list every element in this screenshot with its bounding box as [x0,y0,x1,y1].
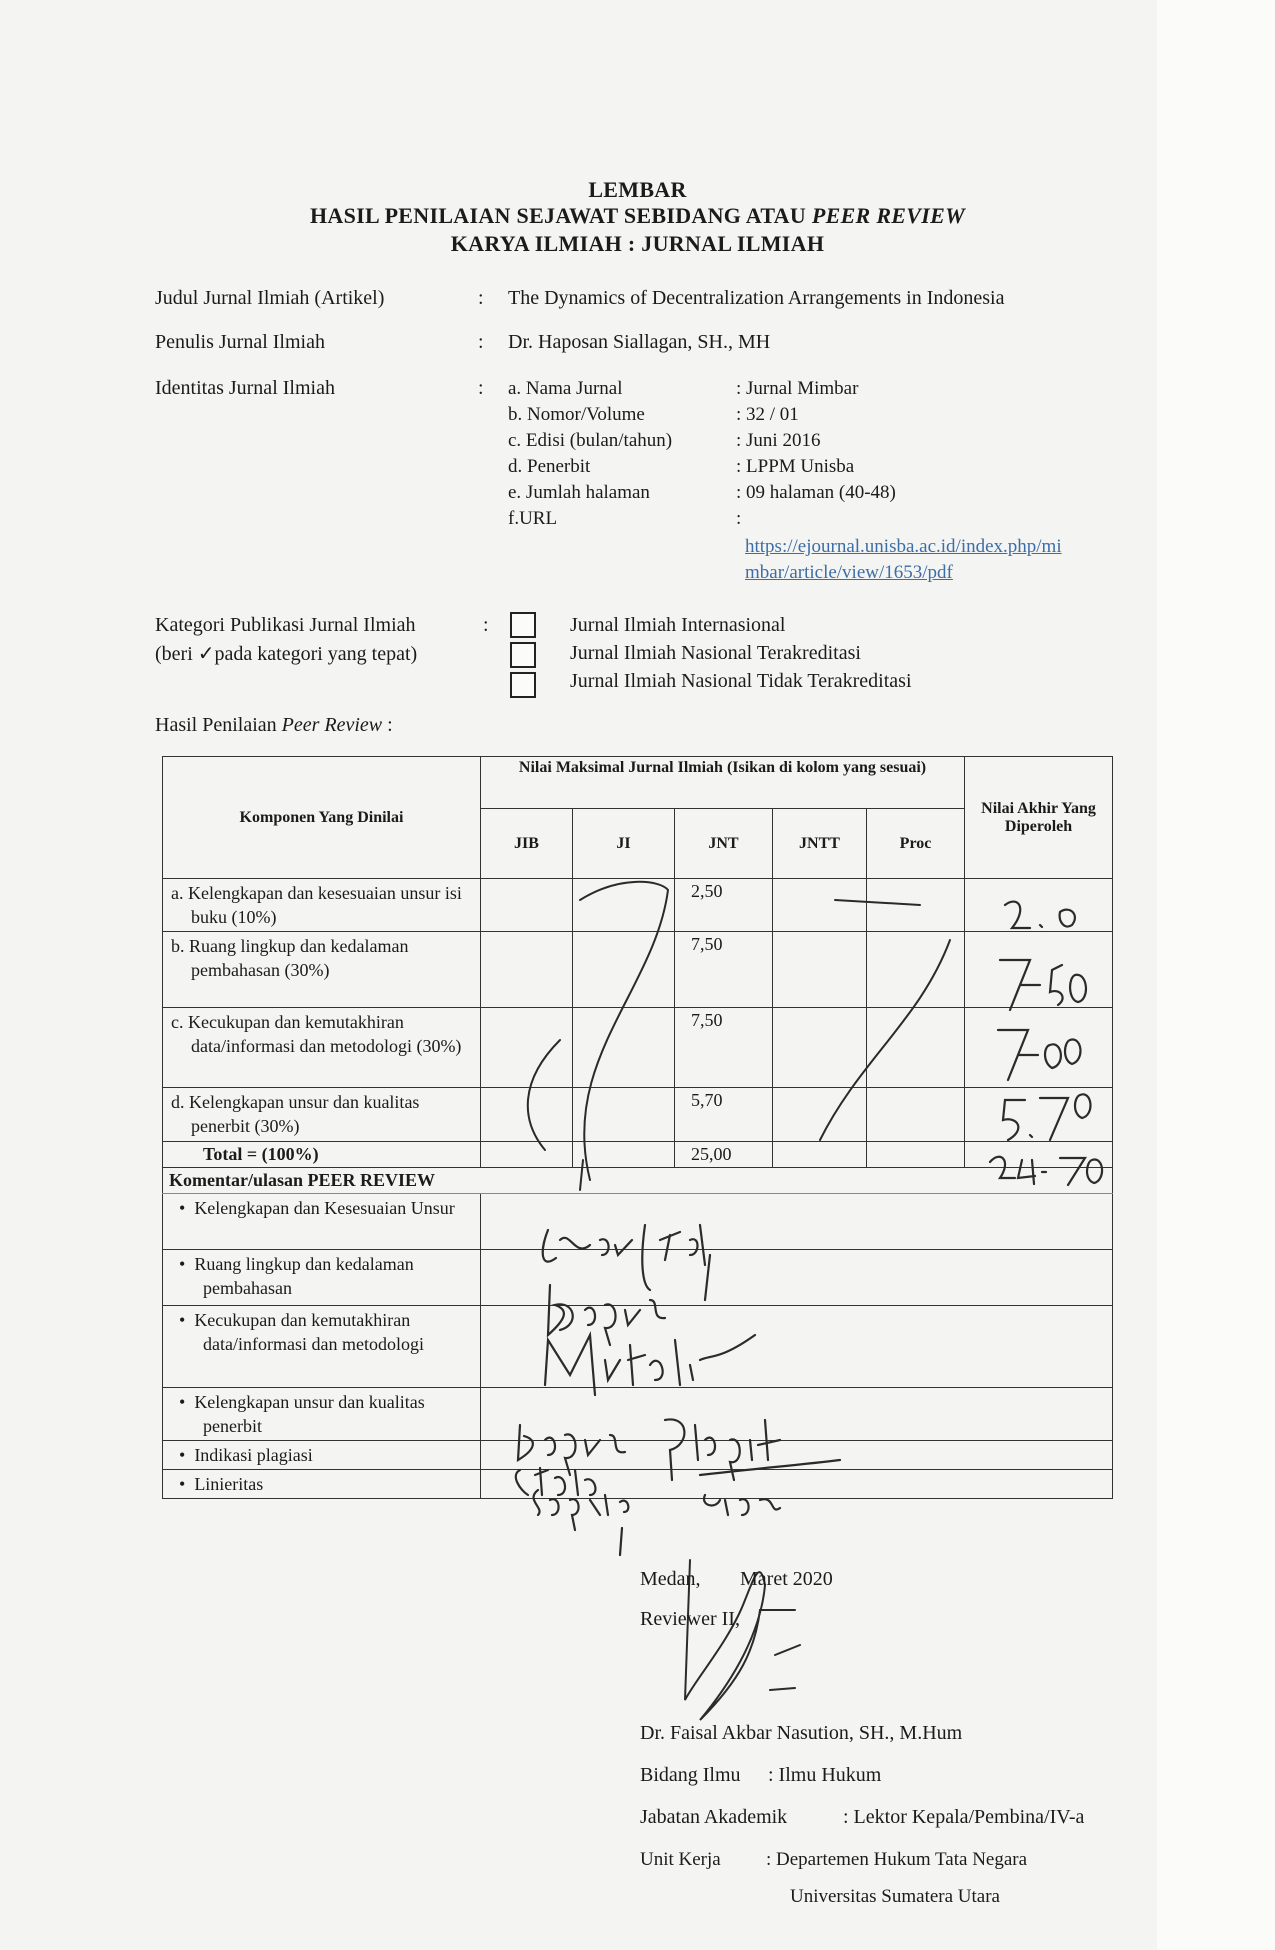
penulis-label: Penulis Jurnal Ilmiah [155,331,325,353]
jntt-cell [773,879,867,932]
komentar-item-text: Kelengkapan unsur dan kualitas penerbit [194,1392,425,1436]
jntt-cell [773,932,867,1008]
komentar-header: Komentar/ulasan PEER REVIEW [163,1168,1113,1194]
proc-cell [867,1142,965,1168]
jnt-cell: 7,50 [675,932,773,1008]
table-row [163,879,1113,932]
komentar-item: • Linieritas [163,1470,481,1499]
col-ji: JI [573,809,675,879]
komentar-item-text: Kecukupan dan kemutakhiran data/informasi dan metodologi [194,1310,424,1354]
col-proc: Proc [867,809,965,879]
jnt-cell: 5,70 [675,1088,773,1142]
komentar-item-text: Ruang lingkup dan kedalaman pembahasan [194,1254,414,1298]
komentar-item-text: Kelengkapan dan Kesesuaian Unsur [194,1198,455,1218]
reviewer-name: Dr. Faisal Akbar Nasution, SH., M.Hum [640,1722,963,1744]
identitas-item-value: : 32 / 01 [736,404,799,425]
komponen-header: Komponen Yang Dinilai [163,757,481,879]
kategori-hint: (beri ✓pada kategori yang tepat) [155,643,418,665]
ji-cell [573,1088,675,1142]
unit-label: Unit Kerja [640,1849,721,1870]
header-peer-review: PEER REVIEW [811,203,965,228]
col-jntt: JNTT [773,809,867,879]
total-row [163,1142,1113,1168]
akhir-cell [965,1088,1113,1142]
komentar-item: • Kecukupan dan kemutakhiran data/informasi dan metodologi [163,1306,481,1388]
table-row [163,1008,1113,1088]
akhir-cell [965,1142,1113,1168]
page-edge [1157,0,1275,1950]
table-row [163,932,1113,1008]
unit-value: : Departemen Hukum Tata Negara [766,1849,1028,1870]
nilai-maksimal-header: Nilai Maksimal Jurnal Ilmiah (Isikan di kolom yang sesuai) [481,757,965,809]
url-link-line-1[interactable]: https://ejournal.unisba.ac.id/index.php/mi [745,536,1062,557]
komentar-row [163,1306,1113,1388]
col-jnt: JNT [675,809,773,879]
komponen-cell: c. Kecukupan dan kemutakhiran data/informasi dan metodologi (30%) [163,1008,481,1088]
ji-cell [573,879,675,932]
signature-role: Reviewer II, [640,1608,740,1630]
header-line-2 [0,203,1275,229]
kategori-option: Jurnal Ilmiah Internasional [570,614,786,636]
hasil-label-text: Hasil Penilaian [155,714,282,736]
komentar-row [163,1441,1113,1470]
identitas-item-value: : [736,508,742,529]
komentar-item: • Indikasi plagiasi [163,1441,481,1470]
komponen-cell: d. Kelengkapan unsur dan kualitas penerbit (30%) [163,1088,481,1142]
proc-cell [867,879,965,932]
hasil-label-peer: Peer Review [281,714,383,736]
jabatan-value: : Lektor Kepala/Pembina/IV-a [843,1806,1085,1828]
komentar-note-cell [481,1306,1113,1388]
col-jib: JIB [481,809,573,879]
identitas-item-label: e. Jumlah halaman [508,482,650,503]
ji-cell [573,1008,675,1088]
akhir-cell [965,1008,1113,1088]
komponen-cell: a. Kelengkapan dan kesesuaian unsur isi buku (10%) [163,879,481,932]
header-line-1: LEMBAR [588,177,687,202]
hasil-label-colon: : [382,714,393,736]
total-jnt: 25,00 [675,1142,773,1168]
kategori-colon: : [483,614,489,636]
jib-cell [481,932,573,1008]
jib-cell [481,879,573,932]
jib-cell [481,1088,573,1142]
komentar-sangat-ink [533,1490,780,1555]
proc-cell [867,1008,965,1088]
header-line-3: KARYA ILMIAH : JURNAL ILMIAH [450,231,825,256]
akhir-cell [965,879,1113,932]
identitas-item-label: a. Nama Jurnal [508,378,623,399]
nilai-akhir-header: Nilai Akhir Yang Diperoleh [965,757,1113,879]
komentar-row [163,1470,1113,1499]
identitas-item-value: : Jurnal Mimbar [736,378,859,399]
komponen-cell: b. Ruang lingkup dan kedalaman pembahasan (30%) [163,932,481,1008]
jntt-cell [773,1088,867,1142]
jntt-cell [773,1008,867,1088]
checkbox-internasional[interactable] [510,612,536,638]
bidang-label: Bidang Ilmu [640,1764,741,1786]
penilaian-table [162,756,1113,1499]
kategori-option: Jurnal Ilmiah Nasional Tidak Terakreditasi [570,670,912,692]
unit-value-2: Universitas Sumatera Utara [790,1886,1000,1907]
identitas-item-label: c. Edisi (bulan/tahun) [508,430,673,451]
komentar-item: • Kelengkapan dan Kesesuaian Unsur [163,1194,481,1250]
jnt-cell: 2,50 [675,879,773,932]
identitas-colon: : [478,377,484,399]
komentar-item: • Ruang lingkup dan kedalaman pembahasan [163,1250,481,1306]
jnt-cell: 7,50 [675,1008,773,1088]
identitas-item-value: : 09 halaman (40-48) [736,482,896,503]
komentar-note-cell [481,1470,1113,1499]
jabatan-label: Jabatan Akademik [640,1806,788,1828]
checkbox-nasional-tidak-terakreditasi[interactable] [510,672,536,698]
jib-cell [481,1008,573,1088]
jntt-cell [773,1142,867,1168]
proc-cell [867,1088,965,1142]
bidang-value: : Ilmu Hukum [768,1764,882,1786]
jib-cell [481,1142,573,1168]
table-row [163,1088,1113,1142]
identitas-item-label: d. Penerbit [508,456,591,477]
ji-cell [573,1142,675,1168]
identitas-item-label: f.URL [508,508,558,529]
checkbox-nasional-terakreditasi[interactable] [510,642,536,668]
komentar-row [163,1250,1113,1306]
identitas-item-label: b. Nomor/Volume [508,404,645,425]
komentar-row [163,1194,1113,1250]
url-link-line-2[interactable]: mbar/article/view/1653/pdf [745,562,953,583]
komentar-item-text: Linieritas [194,1474,264,1494]
signature-place: Medan, [640,1568,701,1590]
akhir-cell [965,932,1113,1008]
komentar-note-cell [481,1441,1113,1470]
header-line-2-text: HASIL PENILAIAN SEJAWAT SEBIDANG ATAU [310,203,812,228]
kategori-label: Kategori Publikasi Jurnal Ilmiah [155,614,416,636]
penulis-colon: : [478,331,484,353]
judul-value: The Dynamics of Decentralization Arrangements in Indonesia [508,287,1005,309]
komentar-note-cell [481,1194,1113,1250]
ji-cell [573,932,675,1008]
judul-colon: : [478,287,484,309]
proc-cell [867,932,965,1008]
komentar-row [163,1388,1113,1441]
signature-date: Maret 2020 [740,1568,833,1590]
kategori-option: Jurnal Ilmiah Nasional Terakreditasi [570,642,861,664]
identitas-label: Identitas Jurnal Ilmiah [155,377,335,399]
identitas-item-value: : LPPM Unisba [736,456,855,477]
komentar-note-cell [481,1388,1113,1441]
komentar-note-cell [481,1250,1113,1306]
total-label: Total = (100%) [163,1142,481,1168]
penulis-value: Dr. Haposan Siallagan, SH., MH [508,331,771,353]
komentar-item-text: Indikasi plagiasi [194,1445,313,1465]
judul-label: Judul Jurnal Ilmiah (Artikel) [155,287,385,309]
hasil-penilaian-label [155,714,393,737]
identitas-item-value: : Juni 2016 [736,430,821,451]
komentar-item: • Kelengkapan unsur dan kualitas penerbit [163,1388,481,1441]
